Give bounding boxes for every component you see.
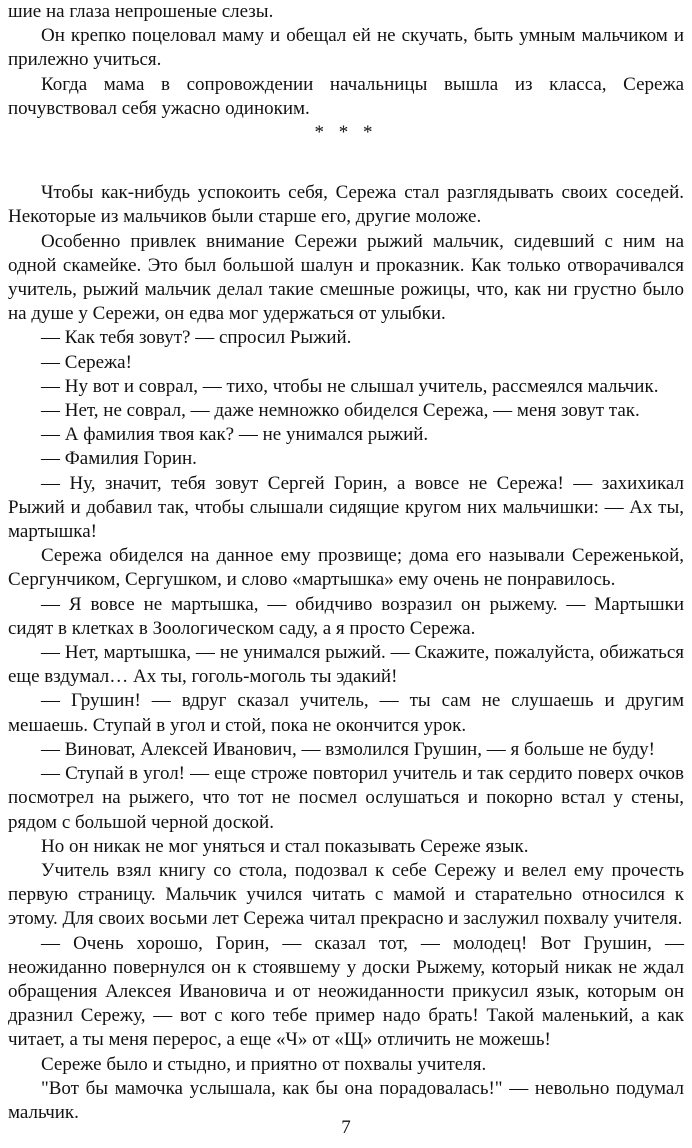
dialogue-line: — А фамилия твоя как? — не унимался рыжий. (41, 424, 429, 446)
paragraph: Учитель взял книгу со стола, подозвал к себе Сережу и велел ему прочесть первую страницу. Мальчик учился читать с мамой и старательно относился к этому. Для своих восьми лет Сережа читал прекрасно и заслужил похвалу учителя. (8, 859, 684, 930)
dialogue-line: — Виноват, Алексей Иванович, — взмолился Грушин, — я больше не буду! (41, 738, 655, 760)
dialogue-line: — Нет, мартышка, — не унимался рыжий. — Скажите, пожалуйста, обижаться еще вздумал… Ах ты, гоголь-моголь ты эдакий! (8, 642, 684, 688)
dialogue-line: — Я вовсе не мартышка, — обидчиво возразил он рыжему. — Мартышки сидят в клетках в Зоологическом саду, а я просто Сережа. (8, 593, 684, 639)
dialogue-line: — Ну вот и соврал, — тихо, чтобы не слышал учитель, рассмеялся мальчик. (41, 375, 659, 397)
section-separator: * * * (314, 122, 378, 144)
paragraph: шие на глаза непрошеные слезы. (8, 1, 274, 22)
dialogue-line: — Сережа! (41, 351, 132, 373)
page-number: 7 (341, 1117, 351, 1138)
paragraph: Когда мама в сопровождении начальницы вышла из класса, Сережа почувствовал себя ужасно одиноким. (8, 73, 684, 119)
dialogue-line: — Ступай в угол! — еще строже повторил учитель и так сердито поверх очков посмотрел на рыжего, что тот не посмел ослушаться и покорно встал у стены, рядом с большой черной доской. (8, 763, 684, 833)
dialogue-line: — Грушин! — вдруг сказал учитель, — ты сам не слушаешь и другим мешаешь. Ступай в угол и стой, пока не окончится урок. (8, 690, 684, 736)
dialogue-line: — Нет, не соврал, — даже немножко обиделся Сережа, — меня зовут так. (41, 400, 640, 422)
dialogue-line: — Фамилия Горин. (41, 448, 197, 470)
section-gap (8, 145, 684, 181)
paragraph: Особенно привлек внимание Сережи рыжий мальчик, сидевший с ним на одной скамейке. Это был большой шалун и проказник. Как только отворачивался учитель, рыжий мальчик делал такие смешные рожицы, что, как ни грустно было на душе у Сережи, он едва мог удержаться от улыбки. (8, 230, 684, 325)
paragraph: "Вот бы мамочка услышала, как бы она порадовалась!" — невольно подумал мальчик. (8, 1077, 684, 1123)
dialogue-line: — Очень хорошо, Горин, — сказал тот, — молодец! Вот Грушин, — неожиданно повернулся он к стоявшему у доски Рыжему, который никак не ждал обращения Алексея Ивановича и от неожиданности прикусил язык, которым он дразнил Сережу, — вот с кого тебе пример надо брать! Такой маленький, а как читает, а ты меня перерос, а еще «Ч» от «Щ» отличить не можешь! (8, 932, 684, 1051)
book-page (8, 0, 684, 1148)
paragraph: Чтобы как-нибудь успокоить себя, Сережа стал разглядывать своих соседей. Некоторые из мальчиков были старше его, другие моложе. (8, 182, 684, 228)
paragraph: Сереже было и стыдно, и приятно от похвалы учителя. (41, 1053, 487, 1075)
paragraph: Он крепко поцеловал маму и обещал ей не скучать, быть умным мальчиком и прилежно учиться. (8, 25, 684, 71)
paragraph: Сережа обиделся на данное ему прозвище; дома его называли Сереженькой, Сергунчиком, Сергушком, и слово «мартышка» ему очень не понравилось. (8, 545, 684, 591)
dialogue-line: — Ну, значит, тебя зовут Сергей Горин, а вовсе не Сережа! — захихикал Рыжий и добавил так, чтобы слышали сидящие кругом них мальчишки: — Ах ты, мартышка! (8, 472, 684, 543)
dialogue-line: — Как тебя зовут? — спросил Рыжий. (41, 327, 352, 349)
paragraph: Но он никак не мог уняться и стал показывать Сереже язык. (41, 835, 529, 857)
